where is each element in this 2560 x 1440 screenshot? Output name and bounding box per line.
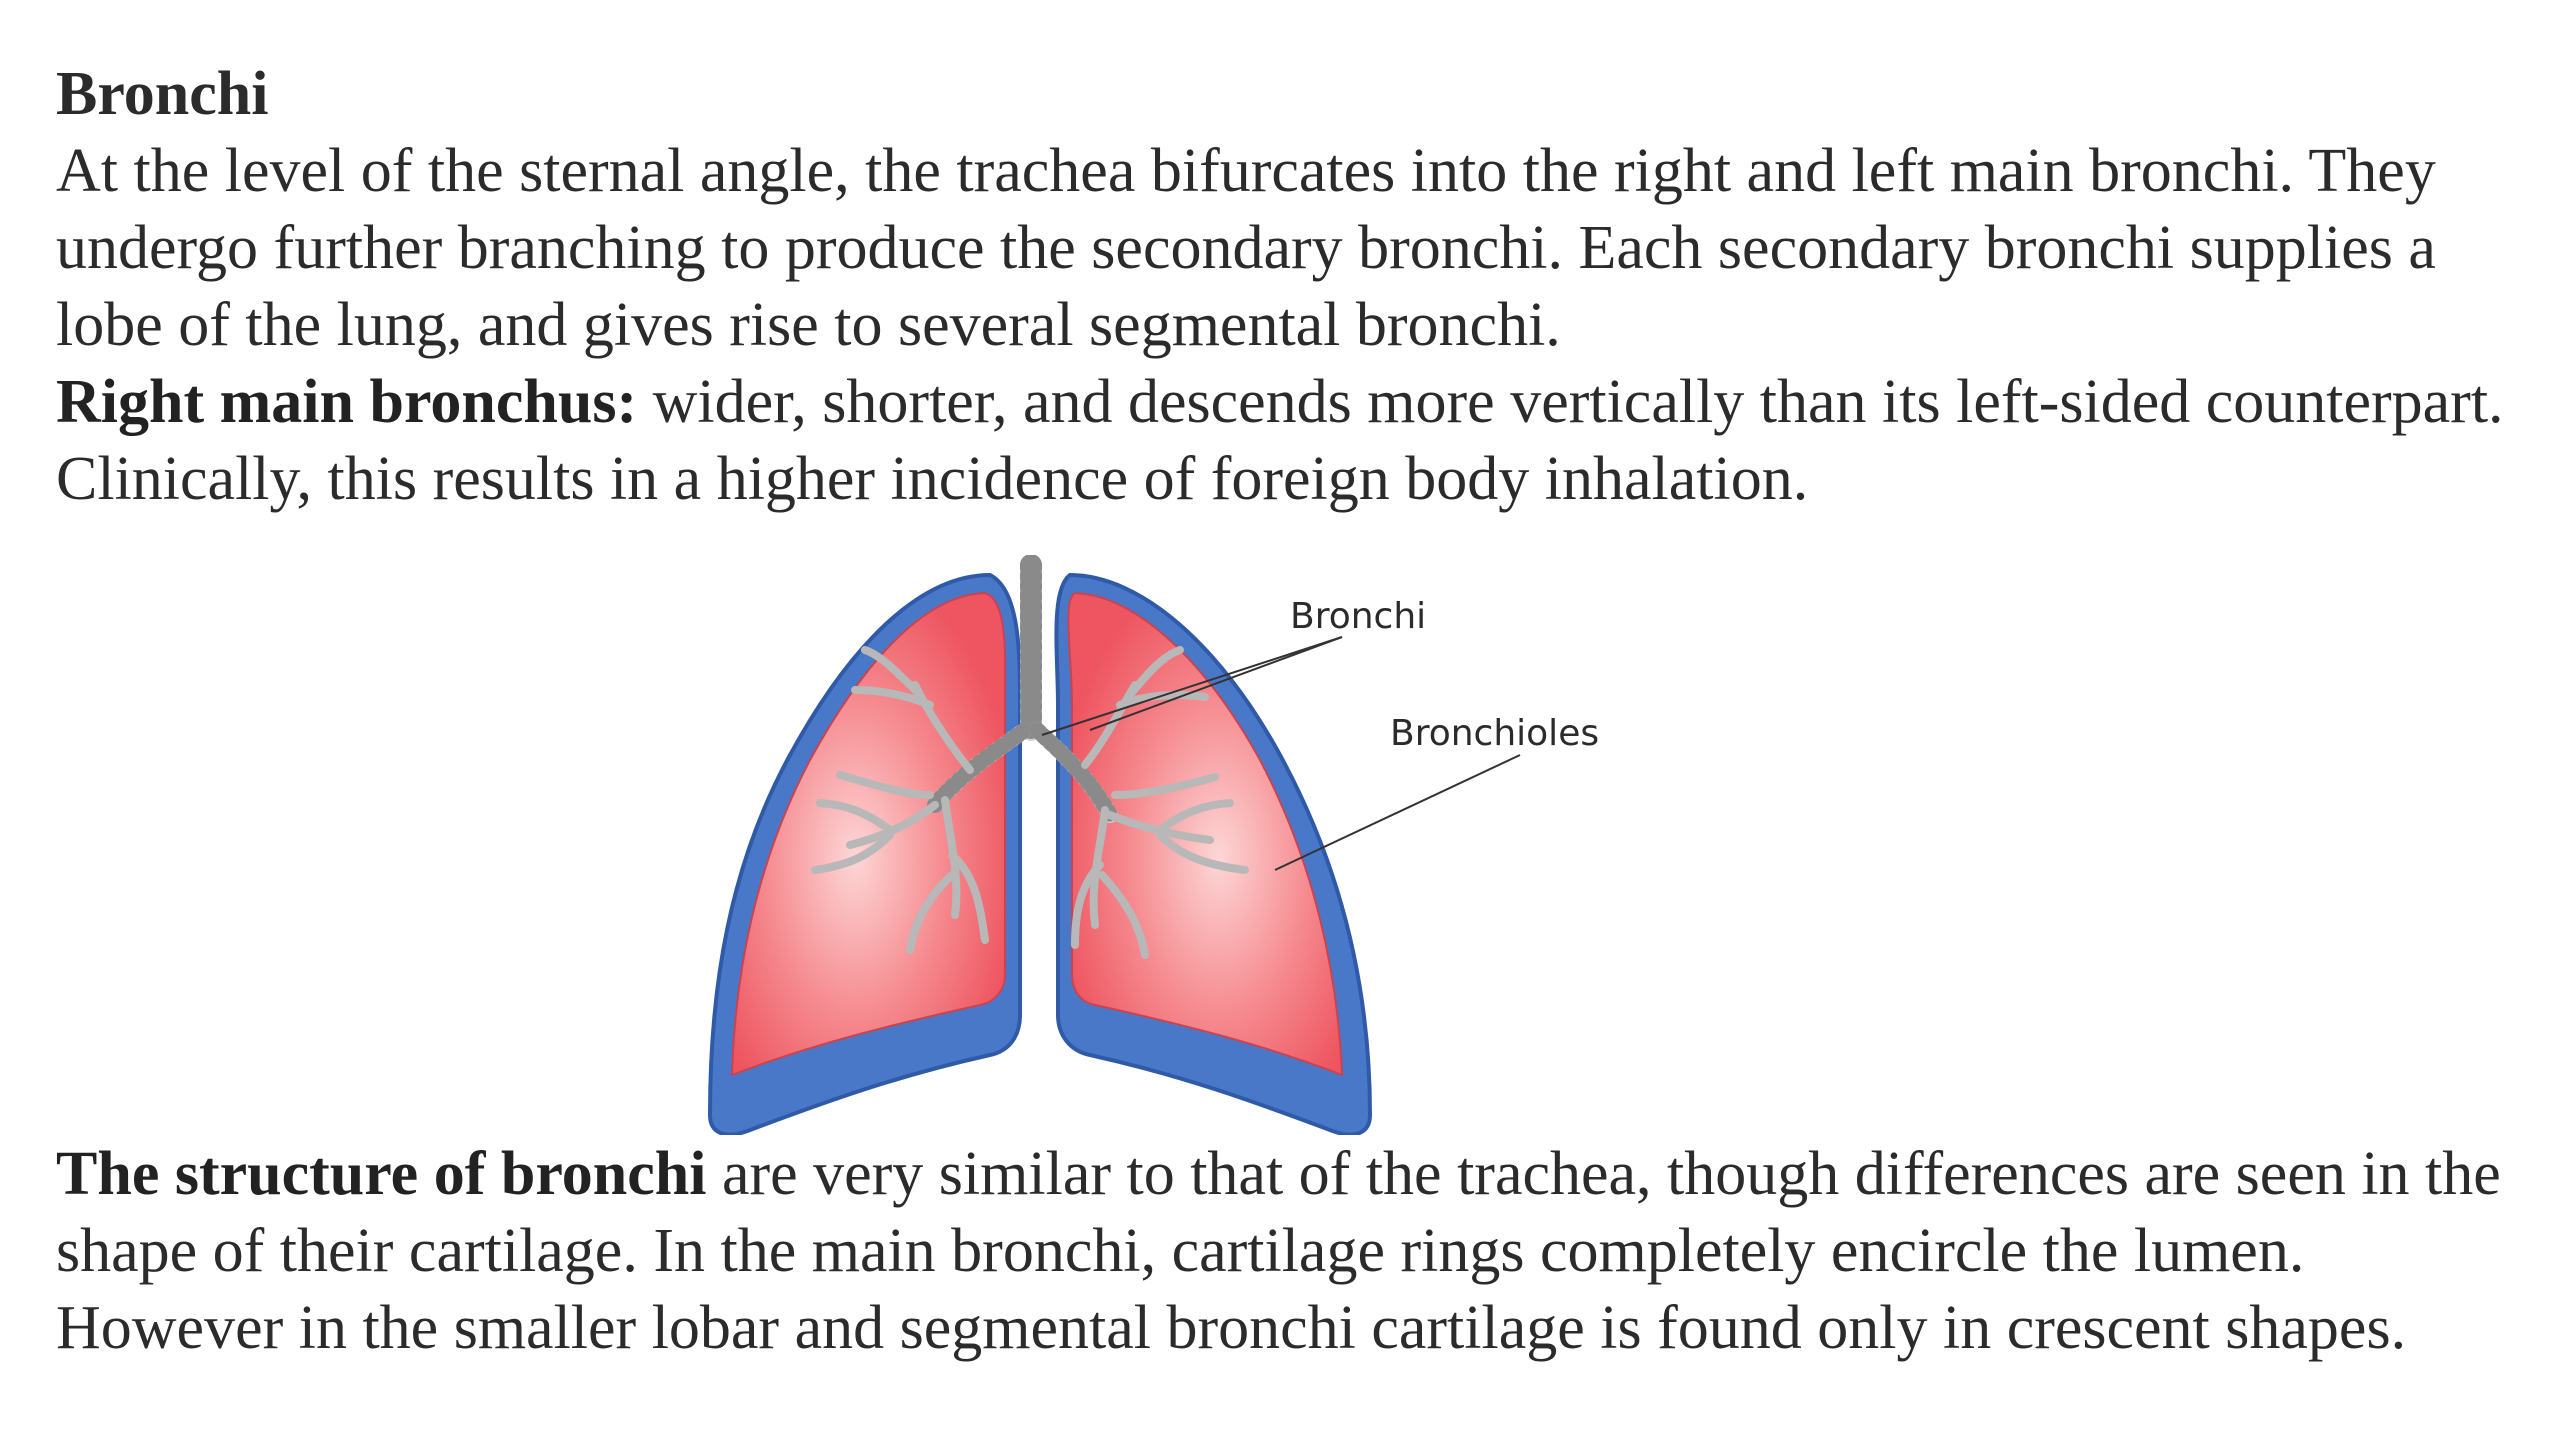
bronchioles-leader <box>1275 755 1520 870</box>
structure-paragraph <box>56 1136 2516 1367</box>
lung-illustration <box>690 555 1690 1135</box>
lung-diagram <box>690 555 1690 1135</box>
structure-section <box>56 1136 2516 1367</box>
section-heading: Bronchi <box>56 60 269 128</box>
right-main-bronchus-paragraph <box>56 364 2516 518</box>
right-main-bronchus-term: Right main bronchus: <box>56 368 638 436</box>
intro-paragraph: At the level of the sternal angle, the trachea bifurcates into the right and left main bronchi. They undergo further branching to produce the secondary bronchi. Each secondary bronchi supplies a lobe of the lung, and gives rise to several segmental bronchi. <box>56 137 2436 359</box>
left-lung <box>1056 575 1370 1135</box>
bronchioles-label: Bronchioles <box>1390 713 1600 754</box>
bronchi-label: Bronchi <box>1290 596 1427 637</box>
structure-term: The structure of bronchi <box>56 1140 707 1208</box>
right-main-bronchus-text: wider, shorter, and descends more vertically than its left-sided counterpart. Clinically, this results in a higher incidence of foreign body inhalation. <box>56 368 2504 513</box>
structure-text: are very similar to that of the trachea, though differences are seen in the shape of their cartilage. In the main bronchi, cartilage rings completely encircle the lumen. However in the smaller lobar and segmental bronchi cartilage is found only in crescent shapes. <box>56 1140 2501 1362</box>
content <box>56 56 2516 518</box>
